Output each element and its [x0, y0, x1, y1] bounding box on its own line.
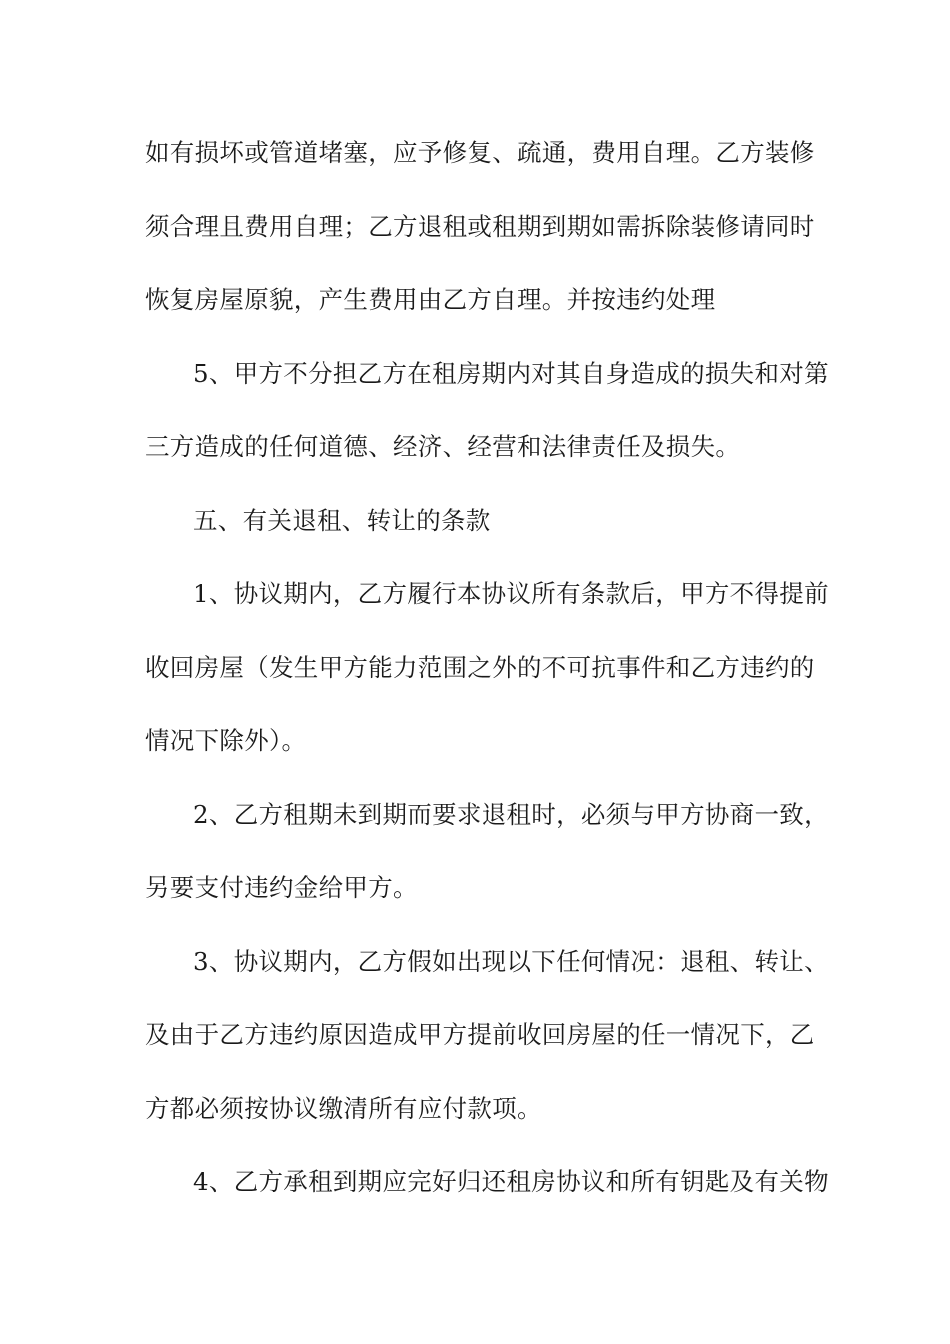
text-line-1: 如有损坏或管道堵塞，应予修复、疏通，费用自理。乙方装修 [145, 138, 815, 167]
section-5-heading: 五、有关退租、转让的条款 [193, 505, 491, 535]
clause-4-5-line-1: 5、甲方不分担乙方在租房期内对其自身造成的损失和对第 [193, 358, 829, 388]
clause-5-2-line-2: 另要支付违约金给甲方。 [145, 873, 418, 902]
text-line-2: 须合理且费用自理；乙方退租或租期到期如需拆除装修请同时 [145, 211, 815, 241]
clause-5-3-line-2: 及由于乙方违约原因造成甲方提前收回房屋的任一情况下，乙 [145, 1020, 815, 1049]
clause-5-1-line-1: 1、协议期内，乙方履行本协议所有条款后，甲方不得提前 [193, 579, 829, 608]
text-line-3: 恢复房屋原貌，产生费用由乙方自理。并按违约处理 [145, 285, 716, 314]
clause-5-1-line-3: 情况下除外）。 [145, 726, 307, 755]
clause-4-5-line-2: 三方造成的任何道德、经济、经营和法律责任及损失。 [145, 432, 741, 461]
clause-5-3-line-3: 方都必须按协议缴清所有应付款项。 [145, 1093, 542, 1123]
clause-5-2-line-1: 2、乙方租期未到期而要求退租时，必须与甲方协商一致， [193, 799, 829, 829]
clause-5-1-line-2: 收回房屋（发生甲方能力范围之外的不可抗事件和乙方违约的 [145, 652, 815, 682]
clause-5-4-line-1: 4、乙方承租到期应完好归还租房协议和所有钥匙及有关物 [193, 1167, 829, 1196]
document-body [145, 131, 829, 1234]
clause-5-3-line-1: 3、协议期内，乙方假如出现以下任何情况：退租、转让、 [193, 946, 829, 976]
